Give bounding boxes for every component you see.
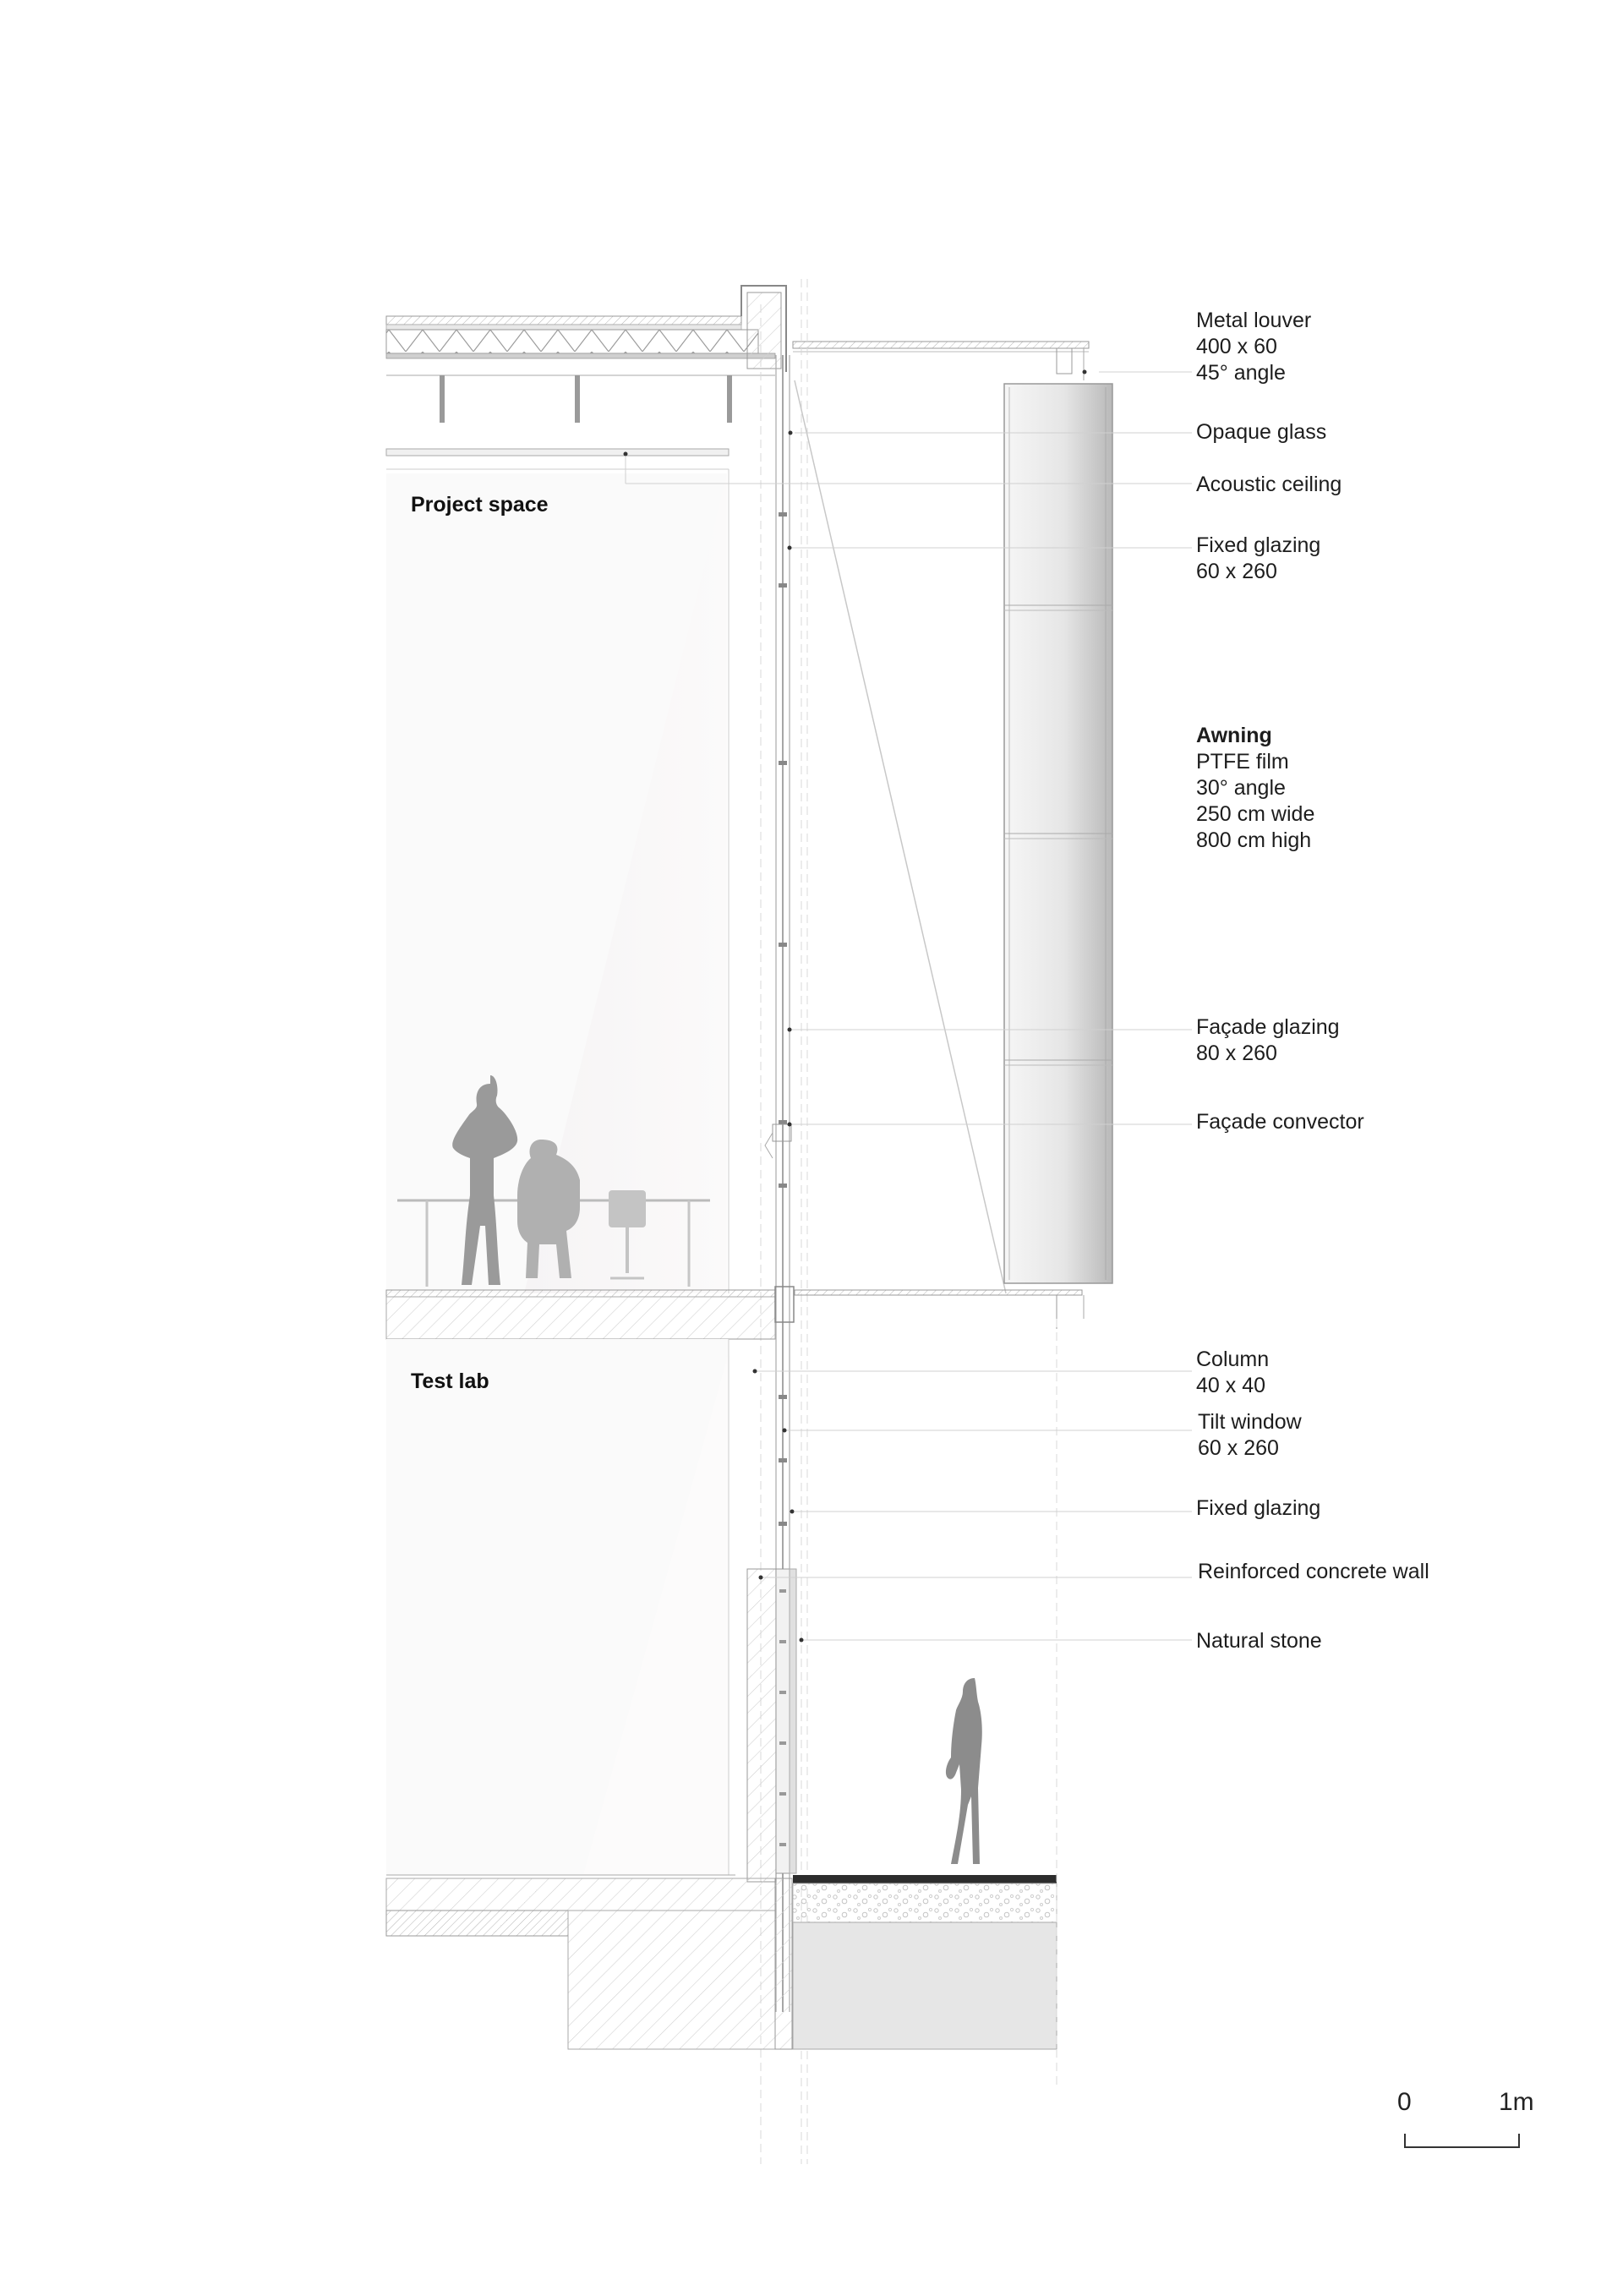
- annotation-line: 60 x 260: [1196, 560, 1277, 583]
- room-label-project-space: Project space: [411, 493, 549, 517]
- awning: [795, 380, 1112, 1293]
- annotation-fixed-glazing-upper: [1196, 533, 1320, 585]
- annotation-line: Tilt window: [1198, 1410, 1302, 1434]
- annotation-line: 30° angle: [1196, 776, 1286, 800]
- annotation-awning: [1196, 723, 1314, 854]
- annotation-line: 250 cm wide: [1196, 802, 1315, 826]
- annotation-line: Façade glazing: [1196, 1015, 1340, 1039]
- foundation: [386, 1878, 792, 2049]
- annotation-tilt-window: [1198, 1409, 1302, 1462]
- mid-floor-slab: [386, 1287, 1084, 1339]
- test-lab: [386, 1339, 735, 1875]
- annotation-facade-convector: [1196, 1109, 1364, 1135]
- scale-bar-start-label: 0: [1397, 2088, 1412, 2116]
- annotation-line: Natural stone: [1196, 1629, 1322, 1653]
- annotation-acoustic-ceiling: [1196, 472, 1342, 498]
- annotation-line: 80 x 260: [1196, 1041, 1277, 1065]
- annotation-line: Façade convector: [1196, 1110, 1364, 1134]
- metal-louver: [793, 342, 1089, 380]
- annotation-facade-glazing: [1196, 1014, 1340, 1067]
- annotation-heading: Awning: [1196, 724, 1272, 747]
- annotation-line: PTFE film: [1196, 750, 1289, 774]
- annotation-line: 40 x 40: [1196, 1374, 1266, 1397]
- annotation-line: Column: [1196, 1348, 1270, 1371]
- annotation-line: 45° angle: [1196, 361, 1286, 385]
- person-exterior: [946, 1678, 982, 1864]
- annotation-line: Fixed glazing: [1196, 1496, 1321, 1520]
- room-label-test-lab: Test lab: [411, 1369, 489, 1393]
- annotation-concrete-wall: [1198, 1559, 1429, 1585]
- annotation-line: 60 x 260: [1198, 1436, 1279, 1460]
- annotation-line: Metal louver: [1196, 309, 1312, 332]
- annotation-metal-louver: [1196, 308, 1311, 386]
- scale-bar: [1405, 2134, 1519, 2147]
- ground-exterior: [793, 1319, 1057, 2088]
- annotation-line: 400 x 60: [1196, 335, 1277, 358]
- annotation-fixed-glazing-lower: [1196, 1495, 1320, 1522]
- annotation-line: Acoustic ceiling: [1196, 473, 1342, 496]
- annotation-column: [1196, 1347, 1269, 1399]
- reinforced-concrete-wall: [747, 1569, 796, 1882]
- annotation-line: 800 cm high: [1196, 828, 1312, 852]
- annotation-line: Fixed glazing: [1196, 533, 1321, 557]
- roof-assembly: [386, 286, 786, 456]
- scale-bar-end-label: 1m: [1499, 2088, 1534, 2116]
- annotation-natural-stone: [1196, 1628, 1322, 1654]
- annotation-opaque-glass: [1196, 419, 1326, 446]
- annotation-line: Opaque glass: [1196, 420, 1327, 444]
- annotation-line: Reinforced concrete wall: [1198, 1560, 1429, 1583]
